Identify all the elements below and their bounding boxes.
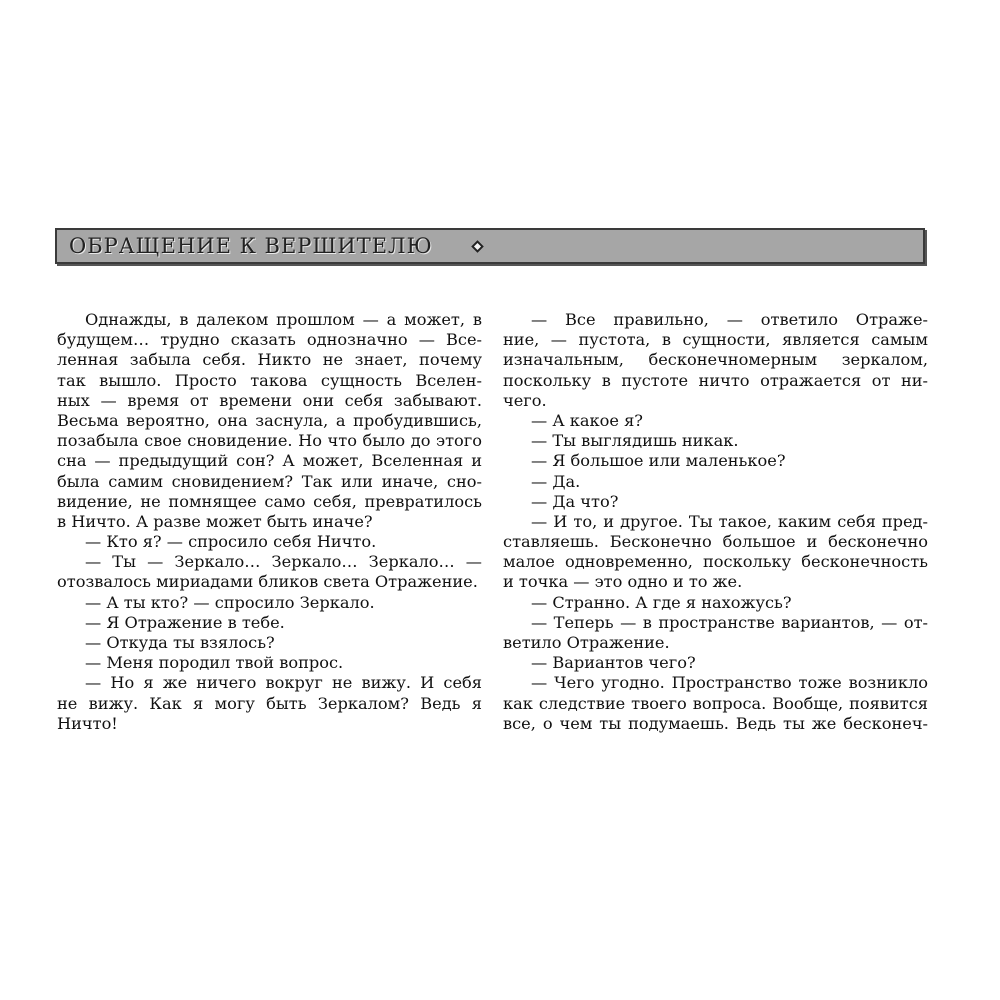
text-line: как следствие твоего вопроса. Вообще, появится: [503, 693, 928, 713]
text-line: — Откуда ты взялось?: [85, 633, 275, 652]
text-line: — Я Отражение в тебе.: [85, 612, 285, 632]
text-line: — Меня породил твой вопрос.: [85, 653, 344, 673]
text-line: все, о чем ты подумаешь. Ведь ты же бесконеч-: [503, 713, 928, 733]
text-line: — Все правильно, — ответило Отраже-: [531, 310, 928, 329]
text-line: была самим сновидением? Так или иначе, сно-: [57, 471, 482, 491]
text-line: сна — предыдущий сон? А может, Вселенная и: [57, 451, 482, 471]
text-line: ние, — пустота, в сущности, является самым: [503, 330, 928, 350]
text-line: — Но я же ничего вокруг не вижу. И себя: [85, 673, 482, 693]
text-line: — А ты кто? — спросило Зеркало.: [85, 592, 375, 612]
text-line: — Да что?: [531, 491, 619, 511]
text-line: — Странно. А где я нахожусь?: [531, 592, 792, 612]
text-line: чего.: [503, 390, 547, 410]
text-line: малое одновременно, поскольку бесконечность: [503, 552, 928, 572]
text-line: ных — время от времени они себя забывают.: [57, 390, 482, 410]
text-line: отозвалось мириадами бликов света Отражение.: [57, 572, 478, 592]
text-line: — Ты — Зеркало… Зеркало… Зеркало… —: [85, 552, 482, 572]
text-line: — Вариантов чего?: [531, 653, 696, 673]
text-line: не вижу. Как я могу быть Зеркалом? Ведь я: [57, 693, 482, 713]
text-line: Ничто!: [57, 713, 118, 733]
diamond-icon: [471, 240, 484, 253]
text-line: — Теперь — в пространстве вариантов, — от-: [531, 612, 928, 632]
chapter-header-bar: [55, 228, 925, 264]
text-line: ставляешь. Бесконечно большое и бесконечно: [503, 532, 928, 552]
text-line: изначальным, бесконечномерным зеркалом,: [503, 350, 928, 370]
chapter-title: ОБРАЩЕНИЕ К ВЕРШИТЕЛЮ: [69, 234, 433, 258]
text-line: в Ничто. А разве может быть иначе?: [57, 511, 373, 531]
text-line: — Чего угодно. Пространство тоже возникло: [531, 673, 928, 693]
text-line: ветило Отражение.: [503, 633, 670, 652]
text-line: — Ты выглядишь никак.: [531, 431, 739, 451]
text-line: видение, не помнящее само себя, превратилось: [57, 491, 482, 511]
text-line: — И то, и другое. Ты такое, каким себя пред-: [531, 511, 928, 531]
left-text-column: [57, 310, 482, 734]
text-line: ленная забыла себя. Никто не знает, почему: [57, 350, 482, 370]
text-line: — Кто я? — спросило себя Ничто.: [85, 532, 377, 552]
text-line: поскольку в пустоте ничто отражается от ни-: [503, 370, 928, 390]
text-line: так вышло. Просто такова сущность Вселен-: [57, 370, 482, 390]
text-line: будущем… трудно сказать однозначно — Все-: [57, 330, 482, 350]
text-line: — Я большое или маленькое?: [531, 451, 786, 471]
text-line: — Да.: [531, 471, 581, 491]
text-line: и точка — это одно и то же.: [503, 572, 743, 592]
text-line: Весьма вероятно, она заснула, а пробудившись,: [57, 410, 482, 430]
right-text-column: [503, 310, 928, 734]
text-line: позабыла свое сновидение. Но что было до этого: [57, 431, 482, 451]
text-line: Однажды, в далеком прошлом — а может, в: [85, 310, 482, 329]
text-line: — А какое я?: [531, 410, 643, 430]
